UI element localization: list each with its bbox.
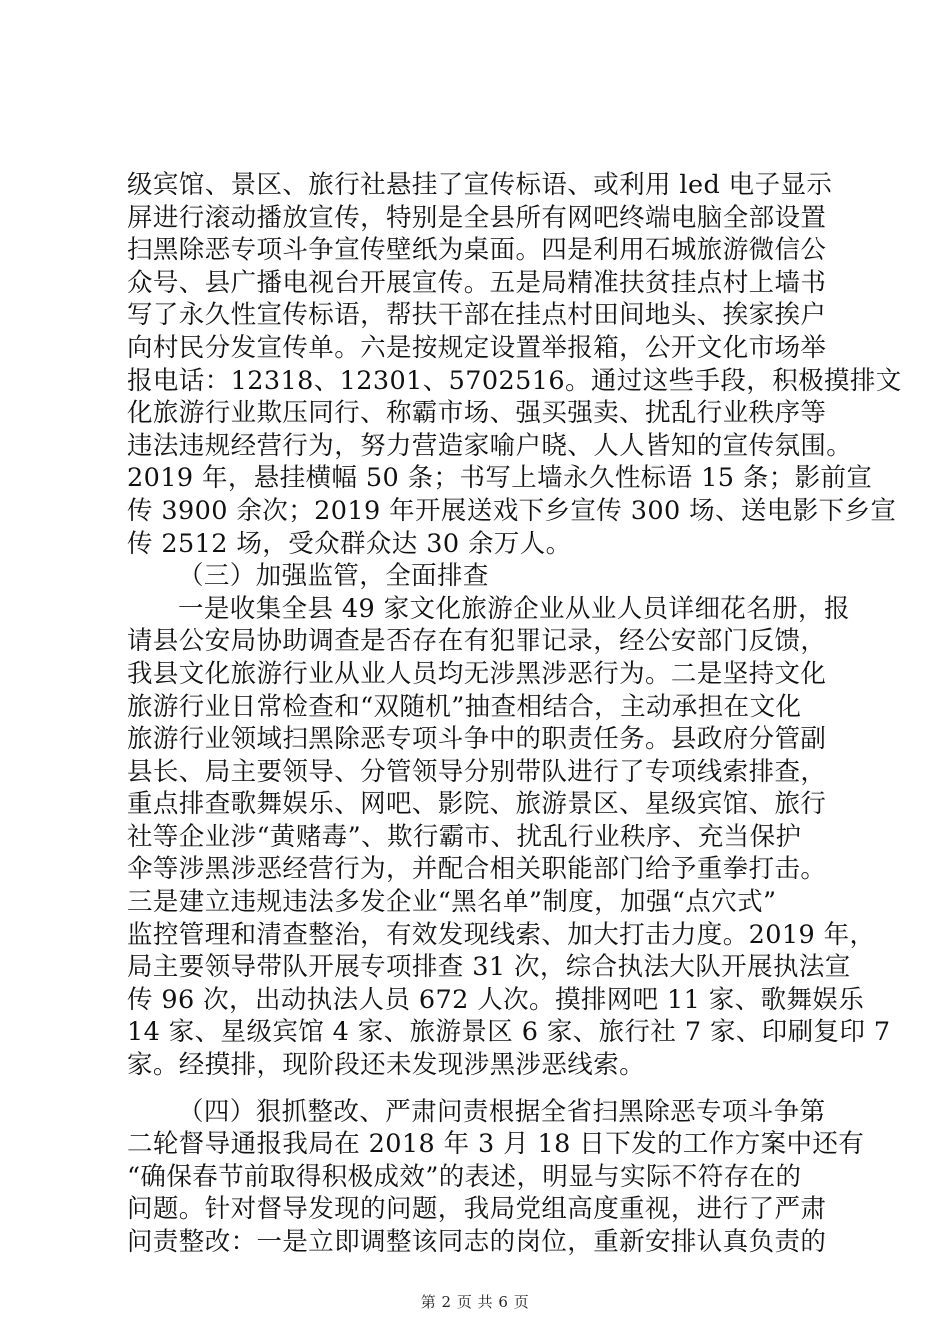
text-line: 向村民分发宣传单。六是按规定设置举报箱，公开文化市场举 [127, 332, 827, 363]
text-line: 伞等涉黑涉恶经营行为，并配合相关职能部门给予重拳打击。 [127, 854, 827, 885]
text-line: “确保春节前取得积极成效”的表述，明显与实际不符存在的 [127, 1161, 802, 1192]
text-line: 屏进行滚动播放宣传，特别是全县所有网吧终端电脑全部设置 [127, 202, 827, 233]
text-line: 旅游行业领域扫黑除恶专项斗争中的职责任务。县政府分管副 [127, 724, 827, 755]
text-line: 化旅游行业欺压同行、称霸市场、强买强卖、扰乱行业秩序等 [127, 398, 827, 429]
text-line: 2019 年，悬挂横幅 50 条；书写上墙永久性标语 15 条；影前宣 [127, 463, 873, 494]
text-line: 传 2512 场，受众群众达 30 余万人。 [127, 528, 572, 559]
paragraph-gap [127, 1082, 827, 1096]
text-line: 监控管理和清查整治，有效发现线索、加大打击力度。2019 年， [127, 919, 876, 950]
text-line: 我县文化旅游行业从业人员均无涉黑涉恶行为。二是坚持文化 [127, 658, 827, 689]
text-line: 级宾馆、景区、旅行社悬挂了宣传标语、或利用 led 电子显示 [127, 170, 833, 200]
text-line: 一是收集全县 49 家文化旅游企业从业人员详细花名册，报 [178, 593, 850, 624]
text-line: 局主要领导带队开展专项排查 31 次，综合执法大队开展执法宣 [127, 952, 851, 983]
text-line: 传 96 次，出动执法人员 672 人次。摸排网吧 11 家、歌舞娱乐 [127, 984, 865, 1015]
text-line: 重点排查歌舞娱乐、网吧、影院、旅游景区、星级宾馆、旅行 [127, 789, 827, 820]
text-line: 旅游行业日常检查和“双随机”抽查相结合，主动承担在文化 [127, 691, 802, 722]
text-line: 扫黑除恶专项斗争宣传壁纸为桌面。四是利用石城旅游微信公 [127, 235, 827, 266]
text-line: 14 家、星级宾馆 4 家、旅游景区 6 家、旅行社 7 家、印刷复印 7 [127, 1017, 891, 1048]
text-line: 众号、县广播电视台开展宣传。五是局精准扶贫挂点村上墙书 [127, 267, 827, 298]
section-heading: （四）狠抓整改、严肃问责根据全省扫黑除恶专项斗争第 [178, 1096, 826, 1127]
text-line: 问题。针对督导发现的问题，我局党组高度重视，进行了严肃 [127, 1194, 827, 1225]
text-line: 写了永久性宣传标语，帮扶干部在挂点村田间地头、挨家挨户 [127, 300, 827, 331]
text-line: 三是建立违规违法多发企业“黑名单”制度，加强“点穴式” [127, 887, 777, 918]
text-line: 违法违规经营行为，努力营造家喻户晓、人人皆知的宣传氛围。 [127, 430, 853, 461]
document-body [127, 169, 902, 1259]
text-line: 报电话：12318、12301、5702516。通过这些手段，积极摸排文 [127, 365, 902, 396]
text-line: 社等企业涉“黄赌毒”、欺行霸市、扰乱行业秩序、充当保护 [127, 821, 802, 852]
page-number-footer: 第 2 页 共 6 页 [420, 1293, 530, 1311]
text-line: 家。经摸排，现阶段还未发现涉黑涉恶线索。 [127, 1050, 646, 1081]
section-heading: （三）加强监管，全面排查 [178, 561, 489, 592]
text-line: 问责整改：一是立即调整该同志的岗位，重新安排认真负责的 [127, 1227, 827, 1257]
text-line: 请县公安局协助调查是否存在有犯罪记录，经公安部门反馈， [127, 626, 827, 657]
text-line: 传 3900 余次；2019 年开展送戏下乡宣传 300 场、送电影下乡宣 [127, 495, 897, 526]
text-line: 二轮督导通报我局在 2018 年 3 月 18 日下发的工作方案中还有 [127, 1129, 865, 1160]
text-line: 县长、局主要领导、分管领导分别带队进行了专项线索排查， [127, 756, 827, 787]
